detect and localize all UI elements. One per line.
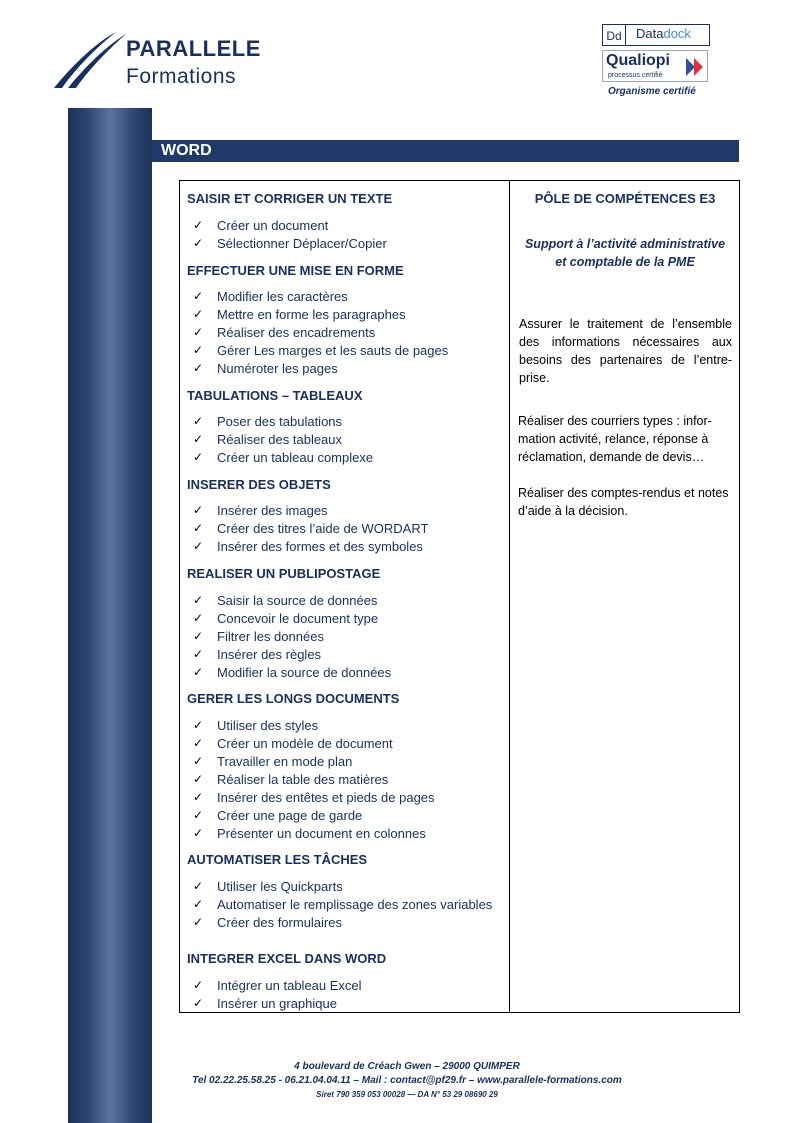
checkmark-icon: ✓ [193, 826, 204, 840]
checkmark-icon: ✓ [193, 915, 204, 929]
checkmark-icon: ✓ [193, 879, 204, 893]
support-subtitle: Support à l’activité administrative et comptable de la PME [524, 237, 726, 269]
checkmark-icon: ✓ [193, 325, 204, 339]
qualiopi-subtitle: processus certifié [608, 72, 663, 79]
checkmark-icon: ✓ [193, 307, 204, 321]
checkmark-icon: ✓ [193, 754, 204, 768]
checkmark-icon: ✓ [193, 521, 204, 535]
section-title: GERER LES LONGS DOCUMENTS [187, 691, 400, 706]
column-divider [509, 180, 510, 1013]
footer-contact: Tel 02.22.25.58.25 - 06.21.04.04.11 – Mail : contact@pf29.fr – www.parallele-formations.com [192, 1075, 622, 1086]
checkmark-icon: ✓ [193, 790, 204, 804]
description-paragraph: Réaliser des courriers types : infor-mation activité, relance, réponse à réclamation, demande de devis… [518, 414, 712, 464]
checkmark-icon: ✓ [193, 236, 204, 250]
qualiopi-logo: Qualiopi [606, 52, 670, 69]
section-title: INSERER DES OBJETS [187, 477, 331, 492]
checkmark-icon: ✓ [193, 629, 204, 643]
banner-title: WORD [161, 142, 212, 159]
description-paragraph: Assurer le traitement de l’ensemble des informations nécessaires aux besoins des partenaires de l’entre-prise. [519, 317, 732, 385]
footer-legal: Siret 790 359 053 00028 — DA N° 53 29 08690 29 [316, 1090, 498, 1099]
checkmark-icon: ✓ [193, 289, 204, 303]
checkmark-icon: ✓ [193, 718, 204, 732]
logo-title: PARALLELE [126, 36, 261, 61]
datadock-logo: Datadock [636, 26, 691, 41]
title-banner [152, 140, 739, 162]
section-title: SAISIR ET CORRIGER UN TEXTE [187, 191, 393, 206]
checkmark-icon: ✓ [193, 978, 204, 992]
section-title: TABULATIONS – TABLEAUX [187, 388, 363, 403]
section-title: AUTOMATISER LES TÂCHES [187, 852, 368, 867]
checkmark-icon: ✓ [193, 593, 204, 607]
checkmark-icon: ✓ [193, 361, 204, 375]
description-paragraph: Réaliser des comptes-rendus et notes d’aide à la décision. [518, 486, 729, 518]
pole-title: PÔLE DE COMPÉTENCES E3 [534, 191, 716, 206]
checkmark-icon: ✓ [193, 665, 204, 679]
checkmark-icon: ✓ [193, 539, 204, 553]
checkmark-icon: ✓ [193, 218, 204, 232]
section-title: EFFECTUER UNE MISE EN FORME [187, 263, 404, 278]
checkmark-icon: ✓ [193, 450, 204, 464]
logo-subtitle: Formations [126, 65, 237, 88]
checkmark-icon: ✓ [193, 503, 204, 517]
qualiopi-arrows-icon [684, 56, 706, 78]
decorative-sidebar [68, 108, 152, 1123]
datadock-mark: Dd [602, 24, 626, 46]
checkmark-icon: ✓ [193, 611, 204, 625]
certification-label: Organisme certifié [608, 86, 696, 97]
section-title: INTEGRER EXCEL DANS WORD [187, 951, 387, 966]
checkmark-icon: ✓ [193, 736, 204, 750]
checkmark-icon: ✓ [193, 343, 204, 357]
checkmark-icon: ✓ [193, 414, 204, 428]
footer [152, 1060, 662, 1101]
footer-address: 4 boulevard de Créach Gwen – 29000 QUIMPER [294, 1061, 520, 1072]
checkmark-icon: ✓ [193, 647, 204, 661]
checkmark-icon: ✓ [193, 996, 204, 1010]
logo-swoosh-icon [50, 28, 130, 90]
certification-badges [600, 22, 710, 100]
checkmark-icon: ✓ [193, 432, 204, 446]
checkmark-icon: ✓ [193, 897, 204, 911]
checkmark-icon: ✓ [193, 808, 204, 822]
section-title: REALISER UN PUBLIPOSTAGE [187, 566, 381, 581]
checkmark-icon: ✓ [193, 772, 204, 786]
